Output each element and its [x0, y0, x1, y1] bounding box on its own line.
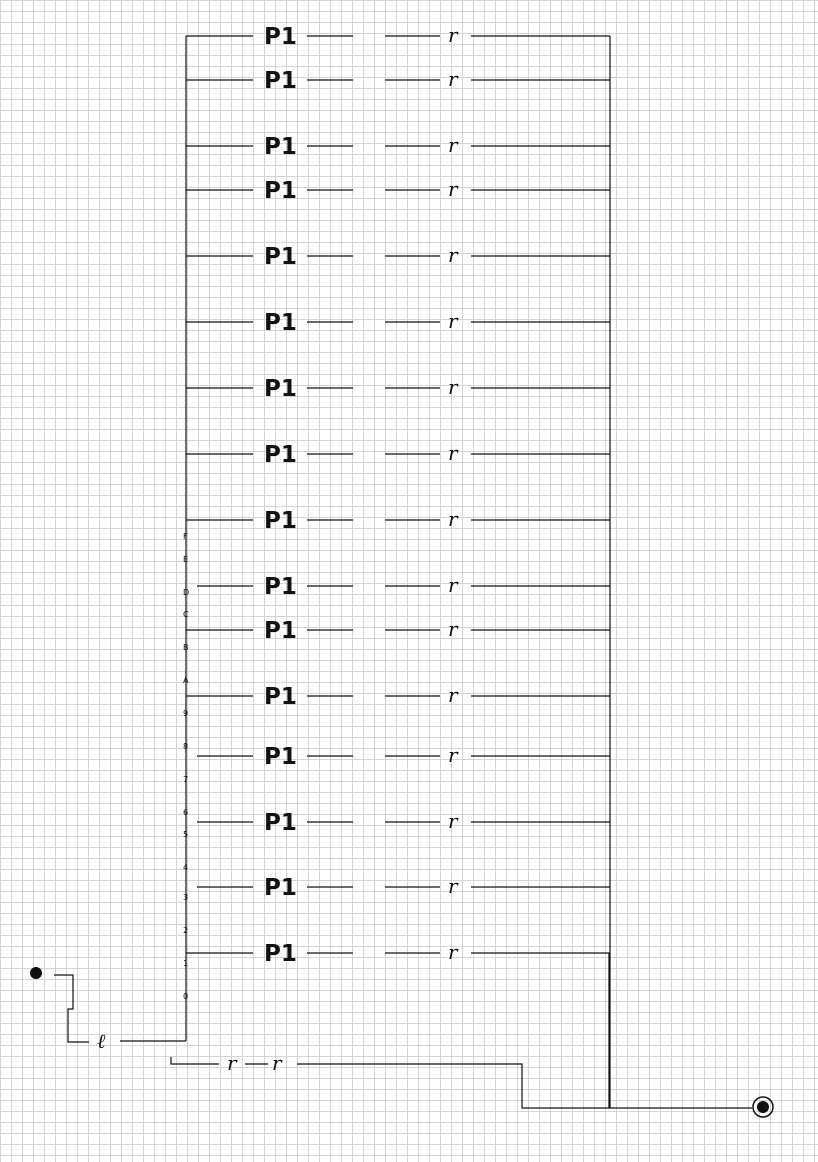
gate-row	[186, 309, 610, 336]
bottom-symbol-2: r	[272, 1051, 282, 1075]
gate-label-p1: P1	[264, 68, 297, 94]
gate-row	[186, 441, 610, 468]
bottom-wire-left	[171, 1057, 219, 1064]
bus-tick-label: E	[183, 555, 189, 564]
gate-row	[186, 375, 610, 402]
row-symbol-r: r	[448, 809, 458, 833]
row-symbol-r: r	[448, 573, 458, 597]
row-symbol-r: r	[448, 617, 458, 641]
row-symbol-r: r	[448, 507, 458, 531]
bottom-symbol-1: r	[227, 1051, 237, 1075]
row-symbol-r: r	[448, 683, 458, 707]
gate-rows	[186, 23, 610, 967]
row-symbol-r: r	[448, 441, 458, 465]
gate-label-p1: P1	[264, 810, 297, 836]
gate-label-p1: P1	[264, 618, 297, 644]
row-symbol-r: r	[448, 133, 458, 157]
bus-tick-label: 2	[183, 926, 189, 935]
gate-label-p1: P1	[264, 376, 297, 402]
input-symbol: ℓ	[97, 1029, 106, 1053]
gate-label-p1: P1	[264, 134, 297, 160]
input-wire	[54, 975, 89, 1042]
gate-label-p1: P1	[264, 941, 297, 967]
gate-label-p1: P1	[264, 875, 297, 901]
gate-label-p1: P1	[264, 684, 297, 710]
gate-row	[186, 177, 610, 204]
row-symbol-r: r	[448, 177, 458, 201]
bus-tick-label: A	[183, 676, 189, 685]
gate-row	[186, 23, 610, 50]
gate-row	[186, 617, 610, 644]
bus-tick-label: 3	[183, 893, 189, 902]
gate-label-p1: P1	[264, 508, 297, 534]
bus-tick-label: B	[183, 643, 189, 652]
gate-row	[197, 874, 610, 901]
gate-row	[197, 743, 610, 770]
bus-tick-label: 9	[183, 709, 189, 718]
row-symbol-r: r	[448, 309, 458, 333]
gate-row	[186, 507, 610, 534]
bus-tick-label: F	[183, 532, 188, 541]
gate-label-p1: P1	[264, 744, 297, 770]
bus-tick-label: 1	[183, 959, 189, 968]
bus-tick-label: 4	[183, 863, 189, 872]
gate-row	[186, 67, 610, 94]
gate-label-p1: P1	[264, 310, 297, 336]
row-symbol-r: r	[448, 67, 458, 91]
input-node[interactable]	[30, 967, 42, 979]
bus-tick-label: 0	[183, 992, 189, 1001]
bus-tick-label: 7	[183, 775, 189, 784]
row-symbol-r: r	[448, 375, 458, 399]
bus-tick-label: D	[183, 588, 190, 597]
gate-row	[186, 683, 610, 710]
bus-tick-label: 5	[183, 830, 189, 839]
gate-label-p1: P1	[264, 244, 297, 270]
gate-row	[197, 809, 610, 836]
row-symbol-r: r	[448, 874, 458, 898]
gate-label-p1: P1	[264, 574, 297, 600]
bottom-wire-right	[297, 1064, 752, 1108]
gate-row	[186, 940, 610, 967]
bus-tick-label: C	[183, 610, 189, 619]
gate-label-p1: P1	[264, 178, 297, 204]
gate-row	[186, 133, 610, 160]
gate-row	[186, 243, 610, 270]
gate-row	[197, 573, 610, 600]
row-symbol-r: r	[448, 23, 458, 47]
bus-tick-label: 6	[183, 808, 189, 817]
gate-label-p1: P1	[264, 24, 297, 50]
row-symbol-r: r	[448, 243, 458, 267]
row-symbol-r: r	[448, 743, 458, 767]
row-symbol-r: r	[448, 940, 458, 964]
bus-tick-label: 8	[183, 742, 189, 751]
output-node[interactable]	[757, 1101, 769, 1113]
gate-label-p1: P1	[264, 442, 297, 468]
